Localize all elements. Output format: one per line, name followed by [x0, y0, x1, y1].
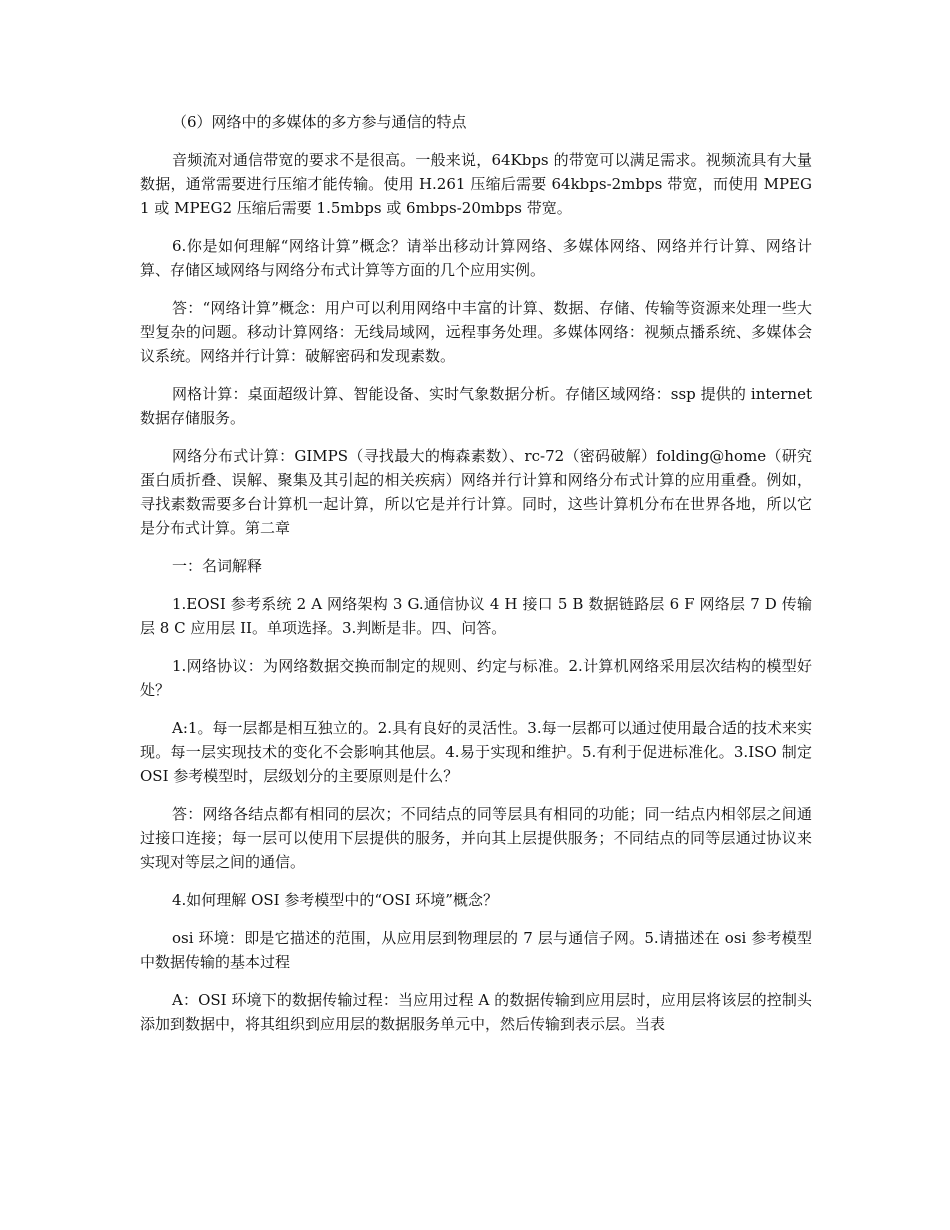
paragraph-multimedia-heading: （6）网络中的多媒体的多方参与通信的特点 [172, 113, 467, 131]
paragraph-osi-env-answer: osi 环境：即是它描述的范围，从应用层到物理层的 7 层与通信子网。5.请描述在 osi 参考模型中数据传输的基本过程 [140, 929, 812, 971]
paragraph-distributed-computing: 网络分布式计算：GIMPS（寻找最大的梅森素数）、rc-72（密码破解）folding@home（研究蛋白质折叠、误解、聚集及其引起的相关疾病）网络并行计算和网络分布式计算的应用重叠。例如，寻找素数需要多台计算机一起计算，所以它是并行计算。同时，这些计算机分布在世界各地，所以它是分布式计算。第二章 [140, 447, 812, 537]
paragraph-term-heading: 一：名词解释 [172, 557, 263, 575]
paragraph-answer-6: 答：“网络计算”概念：用户可以利用网络中丰富的计算、数据、存储、传输等资源来处理一些大型复杂的问题。移动计算网络：无线局域网，远程事务处理。多媒体网络：视频点播系统、多媒体会议系统。网络并行计算：破解密码和发现素数。 [140, 299, 812, 365]
paragraph-question-6: 6.你是如何理解“网络计算”概念？请举出移动计算网络、多媒体网络、网络并行计算、网络计算、存储区域网络与网络分布式计算等方面的几个应用实例。 [140, 237, 812, 279]
paragraph-question-osi-env: 4.如何理解 OSI 参考模型中的“OSI 环境”概念？ [172, 891, 498, 909]
paragraph-layer-principles: 答：网络各结点都有相同的层次；不同结点的同等层具有相同的功能；同一结点内相邻层之间通过接口连接；每一层可以使用下层提供的服务，并向其上层提供服务；不同结点的同等层通过协议来实现对等层之间的通信。 [140, 805, 812, 871]
paragraph-term-answers: 1.EOSI 参考系统 2 A 网络架构 3 G.通信协议 4 H 接口 5 B 数据链路层 6 F 网络层 7 D 传输层 8 C 应用层 II。单项选择。3.判断是非。四、问答。 [140, 595, 812, 637]
paragraph-grid-computing: 网格计算：桌面超级计算、智能设备、实时气象数据分析。存储区域网络：ssp 提供的 internet 数据存储服务。 [140, 385, 812, 427]
paragraph-osi-transfer: A：OSI 环境下的数据传输过程：当应用过程 A 的数据传输到应用层时，应用层将该层的控制头添加到数据中，将其组织到应用层的数据服务单元中，然后传输到表示层。当表 [140, 991, 812, 1033]
paragraph-layer-benefits: A:1。每一层都是相互独立的。2.具有良好的灵活性。3.每一层都可以通过使用最合适的技术来实现。每一层实现技术的变化不会影响其他层。4.易于实现和维护。5.有利于促进标准化。3.ISO 制定 OSI 参考模型时，层级划分的主要原则是什么？ [140, 719, 812, 785]
paragraph-network-protocol: 1.网络协议：为网络数据交换而制定的规则、约定与标准。2.计算机网络采用层次结构的模型好处？ [140, 657, 812, 699]
paragraph-bandwidth: 音频流对通信带宽的要求不是很高。一般来说，64Kbps 的带宽可以满足需求。视频流具有大量数据，通常需要进行压缩才能传输。使用 H.261 压缩后需要 64kbps-2mbps 带宽，而使用 MPEG1 或 MPEG2 压缩后需要 1.5mbps 或 6mbps-20mbps 带宽。 [140, 151, 812, 217]
